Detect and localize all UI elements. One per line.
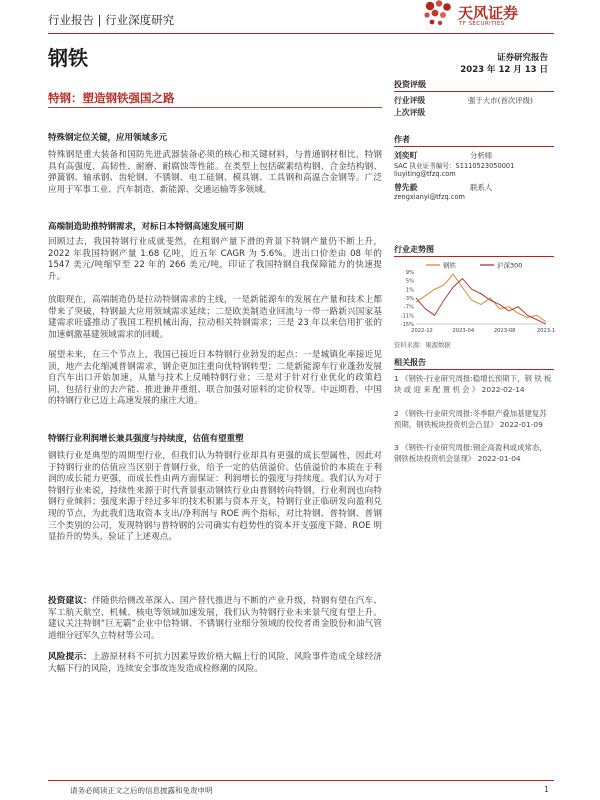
section-heading-1: 特殊钢定位关键，应用领域多元 (48, 133, 168, 143)
investment-label: 投资建议： (48, 596, 92, 606)
y-tick-label: 1% (405, 287, 414, 294)
y-tick-label: -15% (400, 322, 414, 328)
rating-heading: 投资评级 (394, 80, 426, 89)
x-tick-label: 2023-08 (493, 328, 516, 334)
logo-text-cn: 天风证券 (458, 4, 519, 22)
risk-warning (48, 652, 382, 675)
section-body-1: 特殊钢是重大装备和国防先进武器装备必须的核心和关键材料，与普通钢材相比，特钢具有高强度、高韧性、耐磨、耐腐蚀等性能。在类型上包括碳素结构钢、合金结构钢、弹簧钢、轴承钢、齿轮钢、不锈钢、电工硅钢、模具钢、工具钢和高温合金钢等。广泛应用于军事工业、汽车制造、新能源、交通运输等多领域。 (48, 150, 382, 195)
prev-rating-label: 上次评级 (394, 108, 426, 117)
related-divider (394, 369, 554, 370)
section-heading-3: 特钢行业利润增长兼具强度与持续度，估值有望重塑 (48, 434, 244, 444)
trend-divider (394, 256, 554, 257)
industry-title: 钢铁 (48, 46, 88, 70)
footer-disclaimer: 请务必阅读正文之后的信息披露和免责申明 (70, 786, 213, 795)
contact-role: 联系人 (470, 183, 493, 192)
section-body-3: 钢铁行业是典型的周期型行业，但我们认为特钢行业却具有更强的成长型属性，因此对于特钢行业的估值应当区别于普钢行业，给予一定的估值溢价。估值溢价的本质在于利润的成长能力更强，而成长性由两方面保证：利润增长的强度与持续度。我们认为对于特钢行业来说，持续性来源于时代背景驱动钢铁行业由普钢转向特钢，行业利润也向特钢行业倾斜；强度来源于经过多年的技术积累与资本开支，特钢行业正临研发向盈利兑现的节点，为此我们选取资本支出/净利润与 ROE 两个指标，对比特钢、普特钢、普钢三个类别的公司，发现特钢与普特钢的公司确实有趋势性的资本开支强度下降、ROE 明显抬升的势头，验证了上述观点。 (48, 451, 382, 543)
header-title: 行业报告 | 行业深度研究 (48, 13, 175, 27)
x-tick-label: 2023-04 (452, 328, 475, 334)
rating-value: 强于大市(首次评级) (468, 96, 533, 105)
related-heading: 相关报告 (394, 358, 426, 367)
report-subtitle: 特钢：塑造钢铁强国之路 (48, 91, 175, 105)
report-date: 2023 年 12 月 13 日 (460, 65, 548, 75)
risk-label: 风险提示： (48, 652, 92, 662)
contact-email: zengxianyi@tfzq.com (394, 193, 465, 201)
investment-advice (48, 596, 382, 642)
report-type: 证券研究报告 (496, 53, 548, 63)
authors-divider (394, 146, 554, 147)
y-tick-label: 5% (405, 278, 414, 285)
chart-source: 资料来源：聚源数据 (394, 342, 451, 349)
section-body-2a: 回顾过去，我国特钢行业成就斐然，在粗钢产量下滑的背景下特钢产量仍不断上升，2022 年我国特钢产量 1.68 亿吨，近五年 CAGR 为 5.6%。进出口价差由 08 年的 1547 美元/吨缩窄至 22 年的 266 美元/吨，印证了我国特钢自我保障能力的快速提升。 (48, 237, 382, 282)
related-report-3[interactable]: 3 《钢铁-行业研究周报:钢企高盈利或成常态，钢铁板块投资机会显现》 2022-01-04 (394, 443, 547, 463)
contact-name: 曾先毅 (394, 183, 418, 192)
author-name: 刘奕町 (394, 151, 418, 160)
legend-label-hs300: 沪深300 (497, 261, 523, 270)
investment-text: 伴随供给侧改革深入、国产替代推进与不断的产业升级，特钢有望在汽车、军工航天航空、机械、核电等领域加速发展，我们认为特钢行业未来景气度有望上升。建议关注特钢“巨无霸”企业中信特钢、不锈钢行业细分领域的佼佼者甬金股份和油气管道细分冠军久立特材等公司。 (48, 596, 382, 641)
risk-text: 上游原材料不可抗力因素导致价格大幅上行的风险，风险事件造成全球经济大幅下行的风险，连续安全事故连发造成检修潮的风险。 (48, 652, 382, 674)
chart-legend (426, 261, 522, 270)
author-email: liuyiting@tfzq.com (394, 170, 456, 178)
logo-text-en: TF SECURITIES (459, 21, 505, 27)
page-number: 1 (544, 785, 549, 794)
author-role: 分析师 (470, 151, 493, 160)
rating-label: 行业评级 (394, 96, 426, 105)
author-cert: SAC 执业证书编号：S1110523050001 (394, 162, 515, 170)
footer-divider (48, 780, 554, 781)
header-divider (48, 33, 554, 34)
industry-trend-chart (392, 258, 556, 338)
x-tick-label: 2022-12 (411, 328, 433, 334)
section-body-2c: 展望未来，在三个节点上，我国已接近日本特钢行业勃发的起点：一是城镇化率接近见顶，地产去化缩减普钢需求，钢企更加注重向优特钢转型；二是新能源车行业蓬勃发展自汽车出口开始加速，从量与技术上反哺特钢行业；三是对于针对行业优化的政策趋同，包括行业的去产能、推进兼并重组、联合加强对原料的定价权等。中远期看，中国的特钢行业已迈上高速发展的康庄大道。 (48, 350, 382, 407)
rating-divider (394, 91, 554, 92)
x-tick-label: 2023-1 (536, 328, 556, 334)
authors-heading: 作者 (394, 135, 410, 144)
y-tick-label: -3% (403, 296, 414, 302)
y-tick-label: 9% (405, 270, 414, 276)
y-tick-label: -11% (400, 313, 414, 320)
tianfeng-logo-icon (418, 0, 454, 30)
section-body-2b: 放眼现在，高端制造仍是拉动特钢需求的主线，一是新能源车的发展在产量和技术上都带来了突破，特钢最大应用领域需求延续；二是欧美制造业回流与一带一路新兴国家基建需求旺盛推动了我国工程机械出海，拉动相关特钢需求；三是 23 年以来信用扩张的加速刺激基建领域需求的回暖。 (48, 295, 382, 340)
section-heading-2: 高端制造助推特钢需求，对标日本特钢高速发展可期 (48, 222, 244, 232)
legend-label-steel: 钢铁 (443, 261, 456, 270)
subtitle-divider (48, 107, 382, 108)
trend-heading: 行业走势图 (394, 245, 434, 254)
related-report-2[interactable]: 2 《钢铁-行业研究周报:冬季限产叠加基建复苏预期，钢铁板块投资机会凸显》 2022-01-09 (394, 409, 547, 429)
related-report-1[interactable]: 1 《钢铁-行业研究周报:稳增长预期下，钢 铁 板 块 或 迎 来 配 置 机 会 》 2022-02-14 (394, 374, 552, 394)
y-tick-label: -7% (403, 304, 414, 311)
